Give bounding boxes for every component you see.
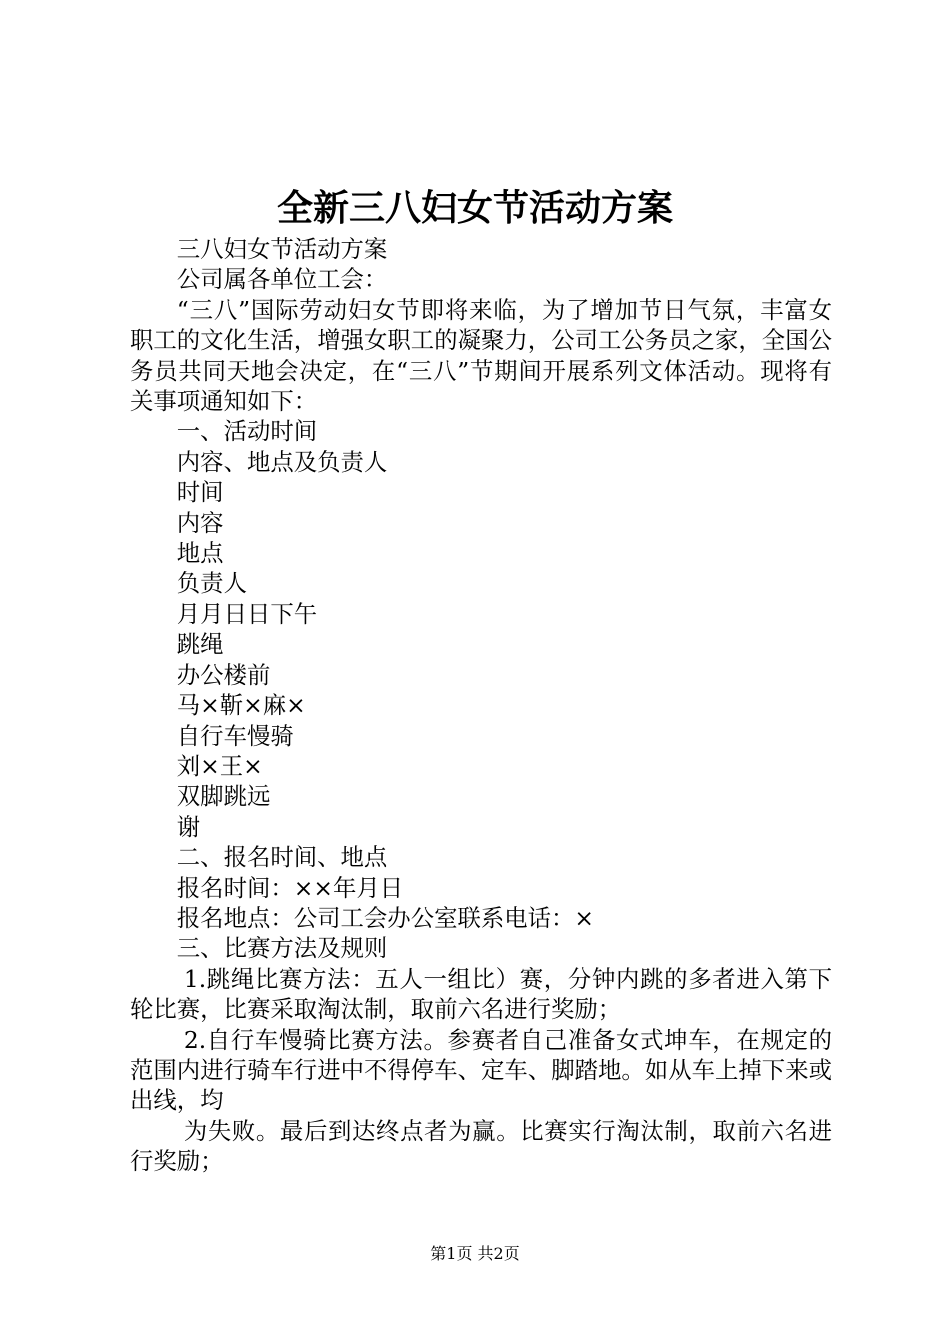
paragraph-line: 负责人 [176, 569, 247, 598]
section-heading-3: 三、比赛方法及规则 [176, 934, 388, 963]
paragraph-line: 时间 [176, 478, 224, 507]
paragraph-line: 双脚跳远 [176, 782, 271, 811]
paragraph-line: 办公楼前 [176, 660, 271, 689]
paragraph-line: 谢 [176, 812, 201, 841]
paragraph-salutation: 公司属各单位工会： [176, 265, 388, 294]
rule-paragraph-2: 2.自行车慢骑比赛方法。参赛者自己准备女式坤车，在规定的范围内进行骑车行进中不得停车、定车、脚踏地。如从车上掉下来或出线，均 [130, 1025, 832, 1115]
paragraph-subtitle: 三八妇女节活动方案 [176, 235, 388, 263]
paragraph-line: 内容 [176, 508, 224, 537]
page-footer: 第1页 共2页 [430, 1244, 520, 1263]
paragraph-line: 马×靳×麻× [176, 691, 306, 720]
document-body [130, 234, 832, 1177]
paragraph-line: 月月日日下午 [176, 599, 318, 628]
paragraph-line: 报名地点：公司工会办公室联系电话：× [176, 903, 595, 932]
section-heading-2: 二、报名时间、地点 [176, 843, 388, 872]
paragraph-line: 内容、地点及负责人 [176, 447, 388, 476]
paragraph-line: 自行车慢骑 [176, 721, 294, 750]
paragraph-line: 刘×王× [176, 751, 263, 780]
paragraph-line: 报名时间：××年月日 [176, 873, 404, 902]
paragraph-line: 跳绳 [176, 630, 224, 659]
section-heading-1: 一、活动时间 [176, 417, 318, 446]
paragraph-line: 地点 [176, 539, 224, 568]
rule-paragraph-1: 1.跳绳比赛方法：五人一组比）赛，分钟内跳的多者进入第下轮比赛，比赛采取淘汰制，取前六名进行奖励； [130, 964, 832, 1024]
paragraph-intro: “三八”国际劳动妇女节即将来临，为了增加节日气氛，丰富女职工的文化生活，增强女职工的凝聚力，公司工公务员之家，全国公务员共同天地会决定，在“三八”节期间开展系列文体活动。现将有关事项通知如下： [130, 295, 832, 416]
rule-paragraph-2-continued: 为失败。最后到达终点者为赢。比赛实行淘汰制，取前六名进行奖励； [130, 1116, 832, 1176]
document-title: 全新三八妇女节活动方案 [276, 187, 673, 229]
